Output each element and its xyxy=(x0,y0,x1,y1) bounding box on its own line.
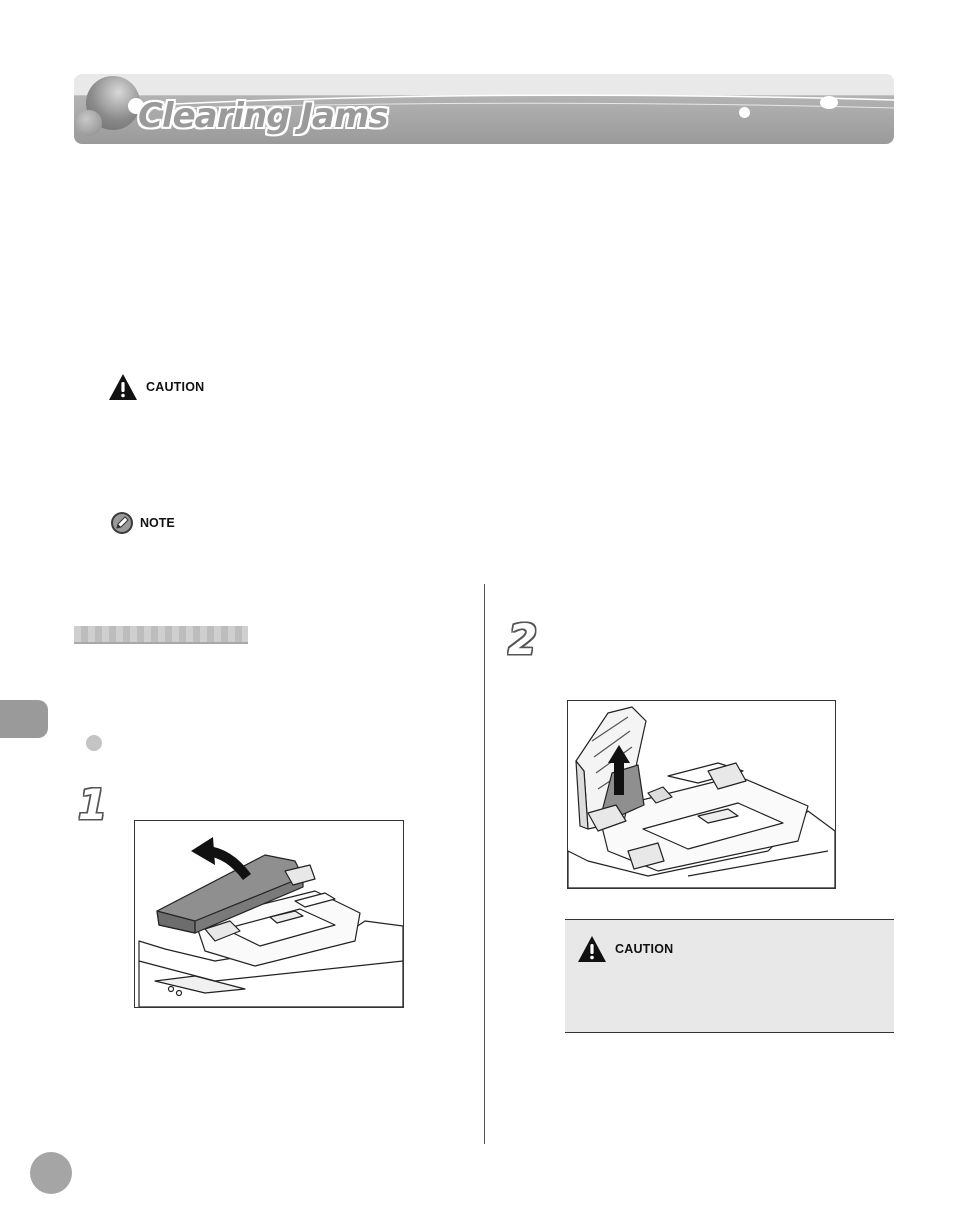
warning-triangle-icon xyxy=(577,935,607,963)
note-heading xyxy=(110,511,175,535)
figure-remove-jammed-document xyxy=(567,700,836,889)
page-number-circle xyxy=(30,1152,72,1194)
header-dot xyxy=(739,107,750,118)
step-number-1: 1 xyxy=(78,780,108,829)
header-dot xyxy=(820,96,838,109)
step-number-2: 2 xyxy=(508,615,538,664)
pencil-note-icon xyxy=(110,511,134,535)
caution-box xyxy=(565,919,894,1033)
column-divider xyxy=(484,584,485,1144)
bullet-dot xyxy=(86,735,102,751)
caution-heading xyxy=(108,373,204,401)
caution-label: CAUTION xyxy=(146,380,205,394)
note-label: NOTE xyxy=(140,516,175,530)
figure-open-feeder-cover xyxy=(134,820,404,1008)
warning-triangle-icon xyxy=(108,373,138,401)
printer-illustration xyxy=(568,701,835,888)
chapter-tab xyxy=(0,700,48,738)
caution-heading xyxy=(577,935,673,963)
caution-label: CAUTION xyxy=(615,942,674,956)
printer-illustration xyxy=(135,821,403,1007)
header-sphere-small xyxy=(76,110,102,136)
page-title: Clearing Jams xyxy=(138,96,388,136)
section-subheading-bar xyxy=(74,626,248,644)
